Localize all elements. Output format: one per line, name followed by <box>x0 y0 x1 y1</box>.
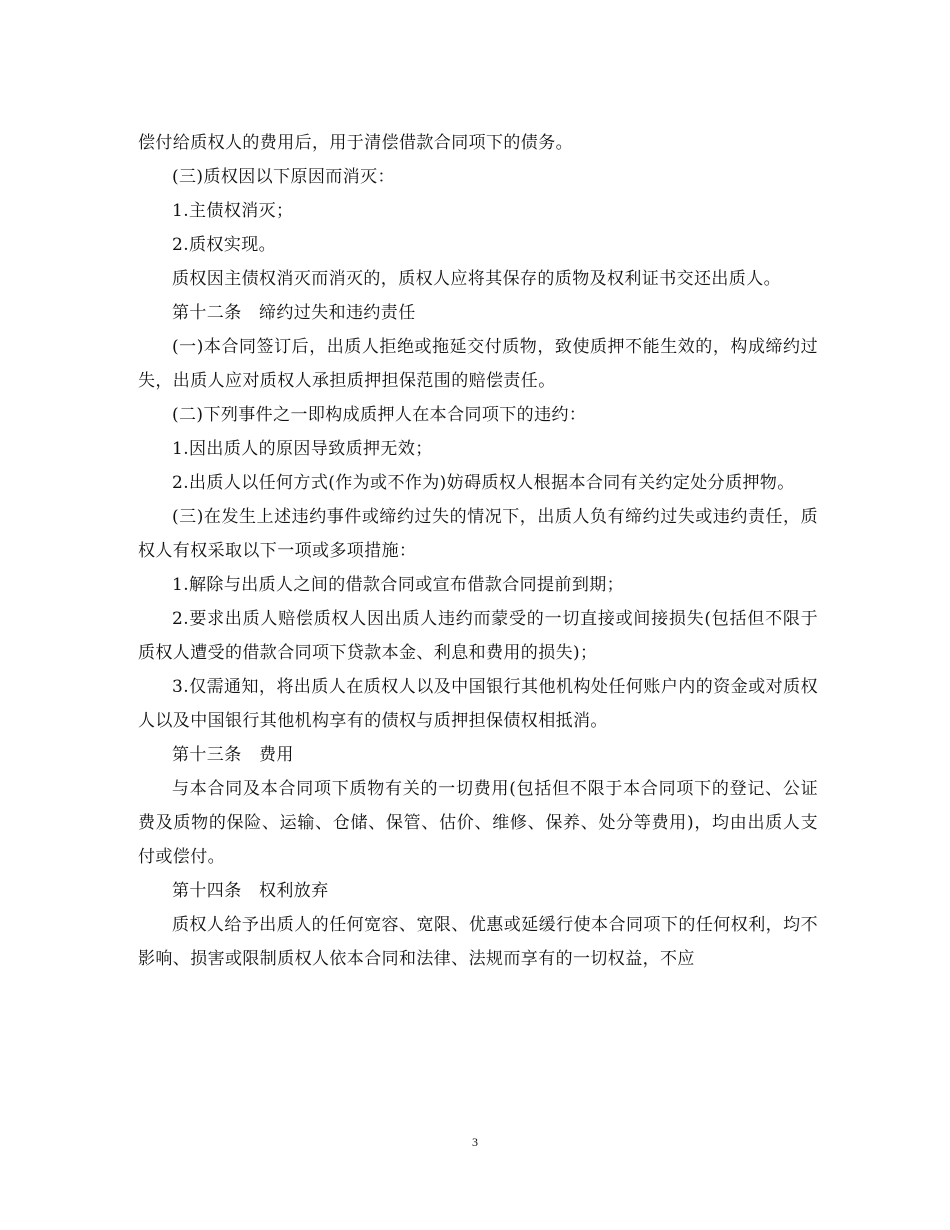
paragraph: 2.质权实现。 <box>172 235 277 255</box>
paragraph: 与本合同及本合同项下质物有关的一切费用(包括但不限于本合同项下的登记、公证费及质物的保险、运输、仓储、保管、估价、维修、保养、处分等费用)，均由出质人支付或偿付。 <box>138 779 818 867</box>
paragraph: 质权因主债权消灭而消灭的，质权人应将其保存的质物及权利证书交还出质人。 <box>172 269 781 289</box>
paragraph: 2.出质人以任何方式(作为或不作为)妨碍质权人根据本合同有关约定处分质押物。 <box>172 473 795 493</box>
paragraph: 3.仅需通知，将出质人在质权人以及中国银行其他机构处任何账户内的资金或对质权人以及中国银行其他机构享有的债权与质押担保债权相抵消。 <box>138 677 818 731</box>
document-body <box>138 126 818 976</box>
paragraph: 1.因出质人的原因导致质押无效； <box>172 439 433 459</box>
paragraph: (二)下列事件之一即构成质押人在本合同项下的违约： <box>172 405 587 425</box>
paragraph: (三)质权因以下原因而消灭： <box>172 167 395 187</box>
paragraph: 偿付给质权人的费用后，用于清偿借款合同项下的债务。 <box>138 133 573 153</box>
paragraph: 1.解除与出质人之间的借款合同或宣布借款合同提前到期； <box>172 575 625 595</box>
paragraph: 1.主债权消灭； <box>172 201 294 221</box>
paragraph: 第十四条 权利放弃 <box>172 881 329 901</box>
paragraph: 2.要求出质人赔偿质权人因出质人违约而蒙受的一切直接或间接损失(包括但不限于质权人遭受的借款合同项下贷款本金、利息和费用的损失)； <box>138 609 818 663</box>
paragraph: 质权人给予出质人的任何宽容、宽限、优惠或延缓行使本合同项下的任何权利，均不影响、损害或限制质权人依本合同和法律、法规而享有的一切权益，不应 <box>138 915 818 969</box>
paragraph: 第十三条 费用 <box>172 745 294 765</box>
paragraph: (一)本合同签订后，出质人拒绝或拖延交付质物，致使质押不能生效的，构成缔约过失，出质人应对质权人承担质押担保范围的赔偿责任。 <box>138 337 818 391</box>
paragraph: (三)在发生上述违约事件或缔约过失的情况下，出质人负有缔约过失或违约责任，质权人有权采取以下一项或多项措施： <box>138 507 818 561</box>
paragraph: 第十二条 缔约过失和违约责任 <box>172 303 416 323</box>
page-number: 3 <box>472 1135 478 1149</box>
